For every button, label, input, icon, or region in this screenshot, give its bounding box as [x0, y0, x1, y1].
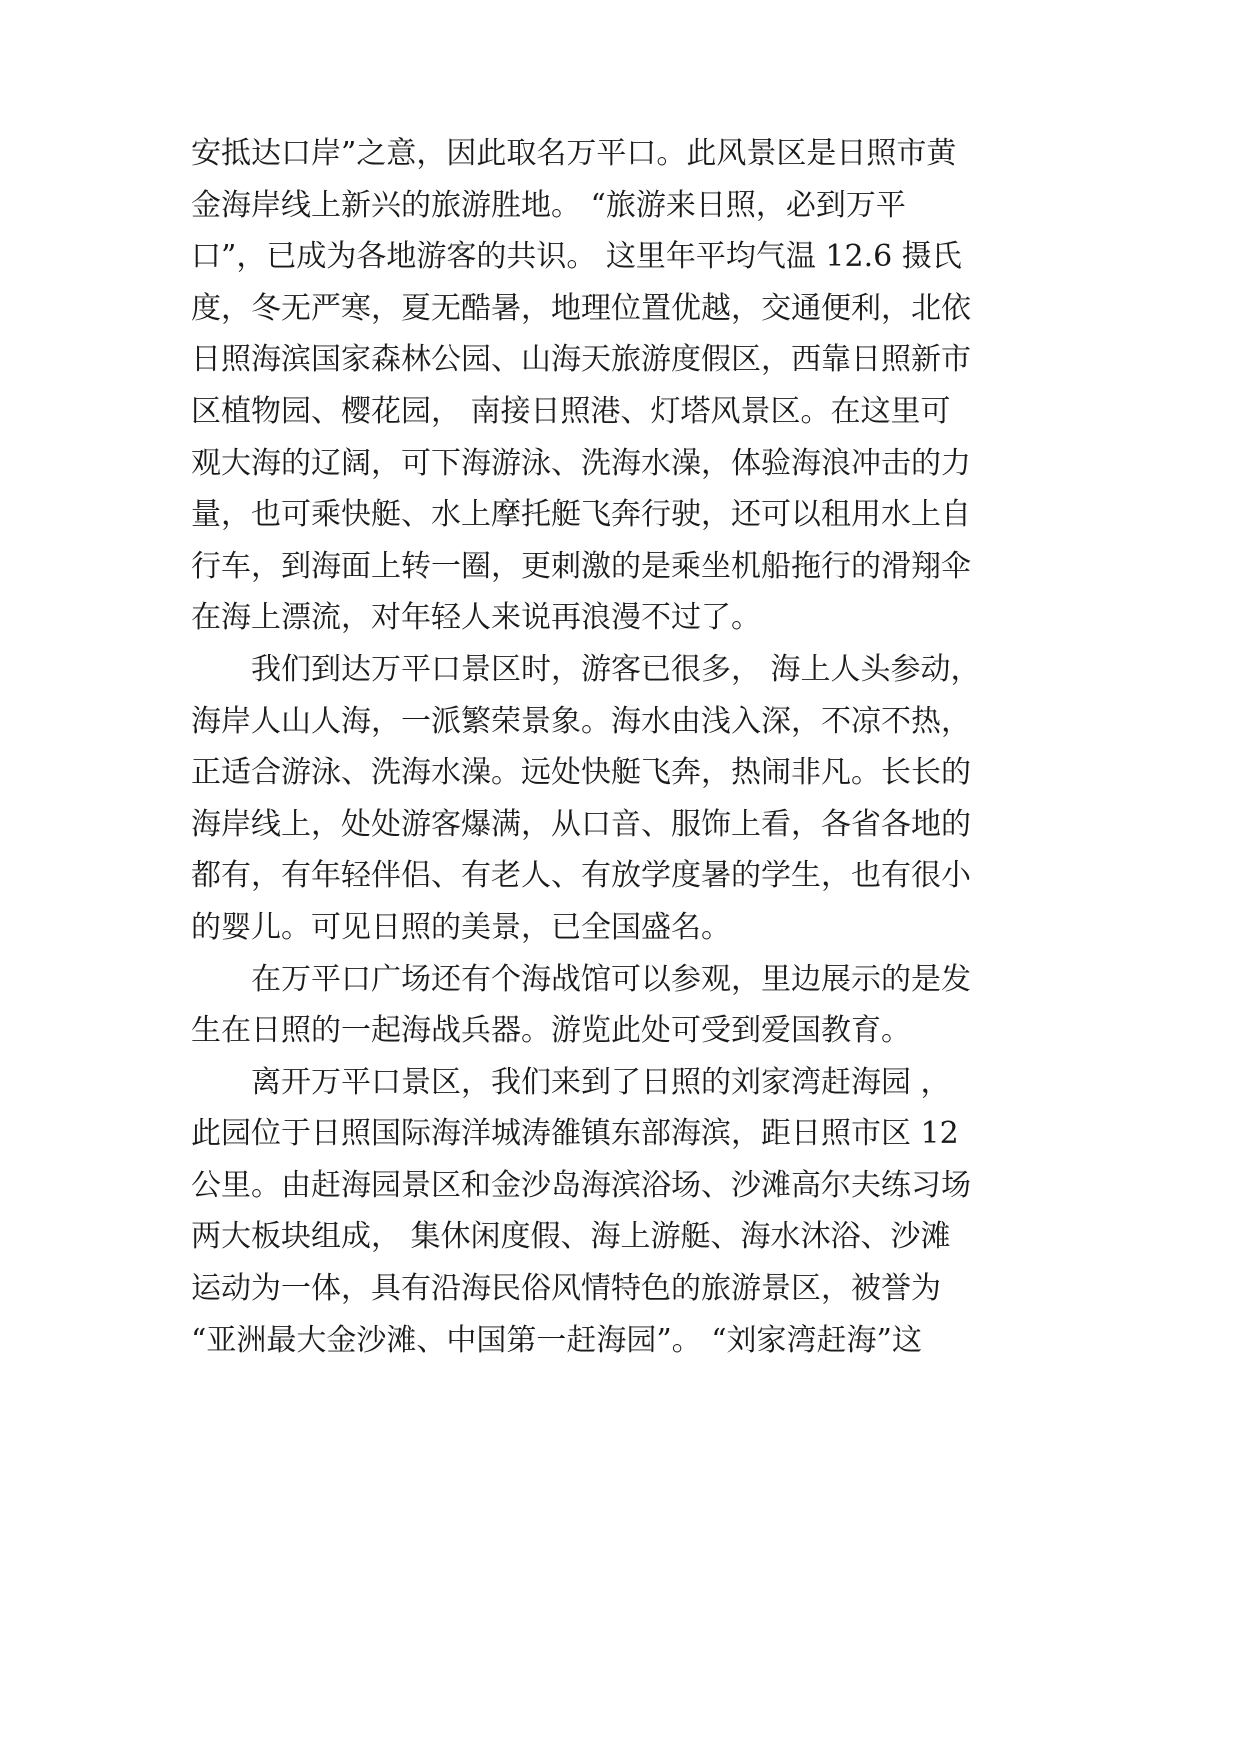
text-line: 金海岸线上新兴的旅游胜地。 “旅游来日照，必到万平 — [191, 187, 906, 223]
text-line: 行车，到海面上转一圈，更刺激的是乘坐机船拖行的滑翔伞 — [191, 548, 971, 584]
text-line: 都有，有年轻伴侣、有老人、有放学度暑的学生，也有很小 — [191, 858, 971, 894]
text-line: 量，也可乘快艇、水上摩托艇飞奔行驶，还可以租用水上自 — [191, 497, 971, 533]
text-line: 离开万平口景区，我们来到了日照的刘家湾赶海园 ， — [191, 1064, 951, 1100]
text-line: 公里。由赶海园景区和金沙岛海滨浴场、沙滩高尔夫练习场 — [191, 1167, 971, 1203]
text-line: 生在日照的一起海战兵器。游览此处可受到爱国教育。 — [191, 1013, 911, 1049]
text-line: 在海上漂流，对年轻人来说再浪漫不过了。 — [191, 600, 761, 636]
text-line: “亚洲最大金沙滩、中国第一赶海园”。 “刘家湾赶海”这 — [191, 1322, 922, 1358]
text-line: 我们到达万平口景区时，游客已很多， 海上人头参动， — [191, 651, 981, 687]
text-line: 此园位于日照国际海洋城涛雒镇东部海滨，距日照市区 12 — [191, 1116, 959, 1152]
text-line: 正适合游泳、洗海水澡。远处快艇飞奔，热闹非凡。长长的 — [191, 755, 971, 791]
text-line: 度，冬无严寒，夏无酷暑，地理位置优越，交通便利，北依 — [191, 290, 971, 326]
text-line: 观大海的辽阔，可下海游泳、洗海水澡，体验海浪冲击的力 — [191, 445, 971, 481]
text-line: 海岸人山人海，一派繁荣景象。海水由浅入深，不凉不热， — [191, 703, 971, 739]
text-line: 两大板块组成， 集休闲度假、海上游艇、海水沐浴、沙滩 — [191, 1219, 951, 1255]
text-line: 的婴儿。可见日照的美景，已全国盛名。 — [191, 909, 731, 945]
text-line: 区植物园、樱花园， 南接日照港、灯塔风景区。在这里可 — [191, 393, 951, 429]
text-line: 在万平口广场还有个海战馆可以参观，里边展示的是发 — [191, 961, 971, 997]
text-line: 口”，已成为各地游客的共识。 这里年平均气温 12.6 摄氏 — [191, 239, 962, 275]
text-line: 运动为一体，具有沿海民俗风情特色的旅游景区，被誉为 — [191, 1271, 941, 1307]
document-body — [191, 128, 1051, 1366]
text-line: 海岸线上，处处游客爆满，从口音、服饰上看，各省各地的 — [191, 806, 971, 842]
text-line: 安抵达口岸”之意，因此取名万平口。此风景区是日照市黄 — [191, 136, 957, 171]
text-line: 日照海滨国家森林公园、山海天旅游度假区，西靠日照新市 — [191, 342, 971, 378]
